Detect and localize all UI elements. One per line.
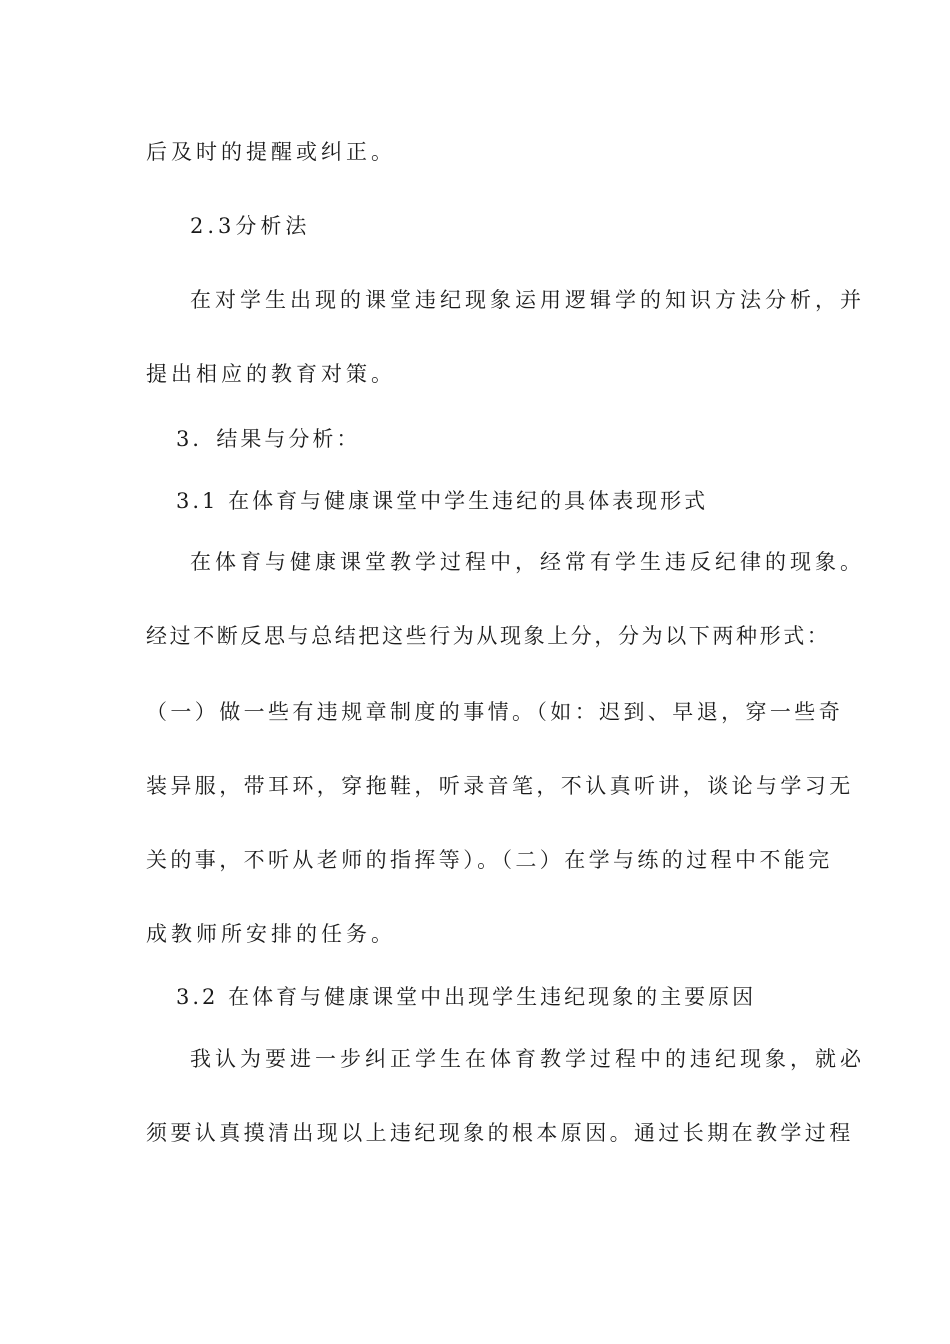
- paragraph-line: 关的事，不听从老师的指挥等）。（二）在学与练的过程中不能完: [146, 848, 833, 872]
- section-heading-2-3: 2.3分析法: [190, 214, 311, 238]
- paragraph-line: （一）做一些有违规章制度的事情。（如：迟到、早退，穿一些奇: [146, 700, 844, 724]
- paragraph-line: 成教师所安排的任务。: [146, 922, 396, 946]
- paragraph-line: 须要认真摸清出现以上违纪现象的根本原因。通过长期在教学过程: [146, 1121, 854, 1145]
- section-heading-3: 3．结果与分析：: [176, 427, 361, 451]
- paragraph-line: 后及时的提醒或纠正。: [146, 140, 396, 164]
- paragraph-line: 在体育与健康课堂教学过程中，经常有学生违反纪律的现象。: [190, 550, 865, 574]
- section-heading-3-1: 3.1 在体育与健康课堂中学生违纪的具体表现形式: [176, 489, 709, 513]
- paragraph-line: 装异服，带耳环，穿拖鞋，听录音笔，不认真听讲，谈论与学习无: [146, 774, 854, 798]
- paragraph-line: 我认为要进一步纠正学生在体育教学过程中的违纪现象，就必: [190, 1047, 865, 1071]
- paragraph-line: 在对学生出现的课堂违纪现象运用逻辑学的知识方法分析，并: [190, 288, 865, 312]
- paragraph-line: 经过不断反思与总结把这些行为从现象上分，分为以下两种形式：: [146, 624, 831, 648]
- paragraph-line: 提出相应的教育对策。: [146, 362, 396, 386]
- section-heading-3-2: 3.2 在体育与健康课堂中出现学生违纪现象的主要原因: [176, 985, 757, 1009]
